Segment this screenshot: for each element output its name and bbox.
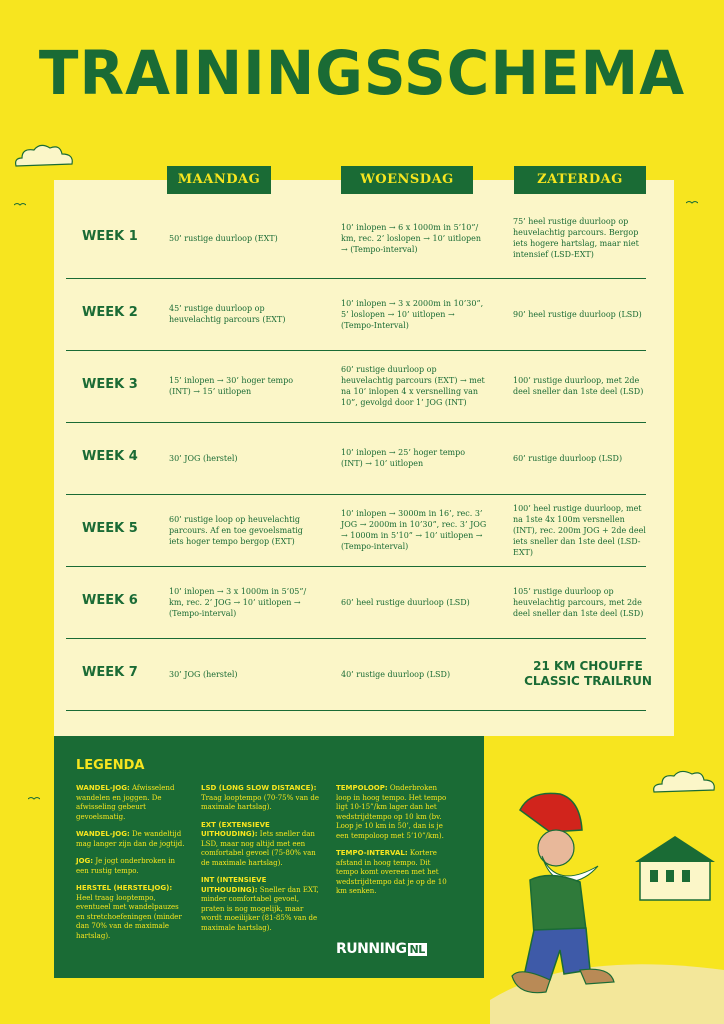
- legend-column-3: [336, 784, 450, 905]
- legend-definition: Kortere afstand in hoog tempo. Dit tempo komt overeen met het wedstrijdtempo dat je op de 10 km senken.: [336, 849, 447, 895]
- legend-entry: [336, 849, 450, 897]
- cell-sat: 105’ rustige duurloop op heuvelachtig parcours, met 2de deel sneller dan 1ste deel (LSD): [513, 586, 644, 618]
- legend-definition: Sneller dan EXT, minder comfortabel gevoel, praten is nog mogelijk, maar wordt moeilijker (81-85% van de maximale hartslag).: [201, 885, 319, 932]
- cell-mon: 50’ rustige duurloop (EXT): [169, 233, 278, 243]
- cell-sat: 75’ heel rustige duurloop op heuvelachtig parcours. Bergop iets hogere hartslag, maar niet intensief (LSD-EXT): [513, 217, 639, 259]
- week-row: [66, 422, 646, 495]
- race-event: 21 KM CHOUFFE CLASSIC TRAILRUN: [524, 659, 652, 688]
- week-label: WEEK 3: [82, 377, 138, 392]
- cell-wed: 10’ inlopen → 3000m in 16’, rec. 3’ JOG → 2000m in 10’30”, rec. 3’ JOG → 1000m in 5’10” → 10’ uitlopen → (Tempo-interval): [341, 509, 487, 551]
- cell-mon: 45’ rustige duurloop op heuvelachtig parcours (EXT): [169, 304, 286, 324]
- legend-definition: Afwisselend wandelen en joggen. De afwisseling gebeurt gevoelsmatig.: [76, 784, 175, 821]
- runningnl-logo: RUNNING NL: [336, 941, 425, 957]
- week-row: [66, 566, 646, 639]
- legend-column-2: [201, 784, 323, 941]
- legend-entry: [76, 784, 188, 822]
- cell-mon: 30’ JOG (herstel): [169, 453, 238, 463]
- cell-wed: 10’ inlopen → 25’ hoger tempo (INT) → 10’ uitlopen: [341, 448, 466, 468]
- week-row: [66, 198, 646, 279]
- legend-column-1: [76, 784, 188, 949]
- legend-box: [54, 736, 484, 978]
- week-label: WEEK 6: [82, 593, 138, 608]
- day-header-wednesday: WOENSDAG: [341, 166, 473, 194]
- week-row: [66, 494, 646, 567]
- legend-term: HERSTEL (HERSTELJOG):: [76, 884, 173, 892]
- legend-definition: De wandeltijd mag langer zijn dan de jogtijd.: [76, 830, 185, 848]
- week-row: [66, 638, 652, 711]
- legend-entry: [76, 857, 188, 876]
- cloud-left-illustration: [12, 140, 78, 170]
- cell-wed: 10’ inlopen → 3 x 2000m in 10’30”, 5’ loslopen → 10’ uitlopen → (Tempo-Interval): [341, 298, 484, 330]
- legend-definition: Onderbroken loop in hoog tempo. Het tempo ligt 10-15”/km lager dan het wedstrijdtempo op 10 km (bv. Loop je 10 km in 50’, dan is je een tempoloop met 5’10”/km).: [336, 784, 447, 840]
- legend-term: INT (INTENSIEVE UITHOUDING):: [201, 876, 267, 894]
- legend-term: WANDEL-JOG:: [76, 830, 130, 838]
- bird-icon: [686, 200, 698, 206]
- legend-definition: Traag looptempo (70-75% van de maximale hartslag).: [201, 793, 320, 811]
- cell-wed: 40’ rustige duurloop (LSD): [341, 669, 451, 679]
- legend-entry: [76, 830, 188, 849]
- legend-term: TEMPO-INTERVAL:: [336, 849, 408, 857]
- week-label: WEEK 5: [82, 521, 138, 536]
- cell-sat: 100’ heel rustige duurloop, met na 1ste 4x 100m versnellen (INT), rec. 200m JOG + 2de deel iets sneller dan 1ste deel (LSD-EXT): [513, 503, 646, 557]
- week-label: WEEK 4: [82, 449, 138, 464]
- cell-mon: 15’ inlopen → 30’ hoger tempo (INT) → 15’ uitlopen: [169, 376, 294, 396]
- legend-entry: [201, 784, 323, 813]
- cell-mon: 60’ rustige loop op heuvelachtig parcours. Af en toe gevoelsmatig iets hoger tempo bergop (EXT): [169, 514, 303, 546]
- legend-term: EXT (EXTENSIEVE UITHOUDING):: [201, 820, 270, 838]
- day-header-monday: MAANDAG: [167, 166, 271, 194]
- cell-wed: 60’ heel rustige duurloop (LSD): [341, 597, 470, 607]
- bird-icon: [14, 202, 26, 208]
- legend-entry: [201, 821, 323, 869]
- cell-wed: 60’ rustige duurloop op heuvelachtig parcours (EXT) → met na 10’ inlopen 4 x versnelling van 10”, gevolgd door 1’ JOG (INT): [341, 365, 485, 407]
- bird-icon: [28, 796, 40, 802]
- day-header-saturday: ZATERDAG: [514, 166, 646, 194]
- week-row: [66, 350, 646, 423]
- legend-definition: Je jogt onderbroken in een rustig tempo.: [76, 857, 176, 875]
- legend-definition: Heel traag looptempo, eventueel met wandelpauzes en stretchoefeningen (minder dan 70% van de maximale hartslag).: [76, 893, 182, 940]
- cell-mon: 10’ inlopen → 3 x 1000m in 5’05”/ km, rec. 2’ JOG → 10’ uitlopen → (Tempo-interval): [169, 586, 307, 618]
- legend-entry: [336, 784, 450, 841]
- week-label: WEEK 2: [82, 305, 138, 320]
- gnome-runner-illustration: [490, 770, 724, 1024]
- legend-term: LSD (LONG SLOW DISTANCE):: [201, 784, 317, 792]
- week-row: [66, 278, 646, 351]
- legend-term: JOG:: [76, 857, 94, 865]
- page-title: TRAININGSSCHEMA: [38, 37, 686, 109]
- cell-sat: 100’ rustige duurloop, met 2de deel sneller dan 1ste deel (LSD): [513, 376, 644, 396]
- legend-definition: Iets sneller dan LSD, maar nog altijd met een comfortabel gevoel (75-80% van de maximale hartslag).: [201, 830, 316, 867]
- legend-term: TEMPOLOOP:: [336, 784, 388, 792]
- legend-entry: [76, 884, 188, 941]
- week-label: WEEK 7: [82, 665, 138, 680]
- legend-entry: [201, 876, 323, 933]
- cell-wed: 10’ inlopen → 6 x 1000m in 5’10”/ km, rec. 2’ loslopen → 10’ uitlopen → (Tempo-interval): [341, 222, 482, 254]
- week-label: WEEK 1: [82, 229, 138, 244]
- cell-mon: 30’ JOG (herstel): [169, 669, 238, 679]
- cell-sat: 60’ rustige duurloop (LSD): [513, 453, 623, 463]
- legend-title: LEGENDA: [76, 758, 145, 773]
- cell-sat: 90’ heel rustige duurloop (LSD): [513, 309, 642, 319]
- legend-term: WANDEL-JOG:: [76, 784, 130, 792]
